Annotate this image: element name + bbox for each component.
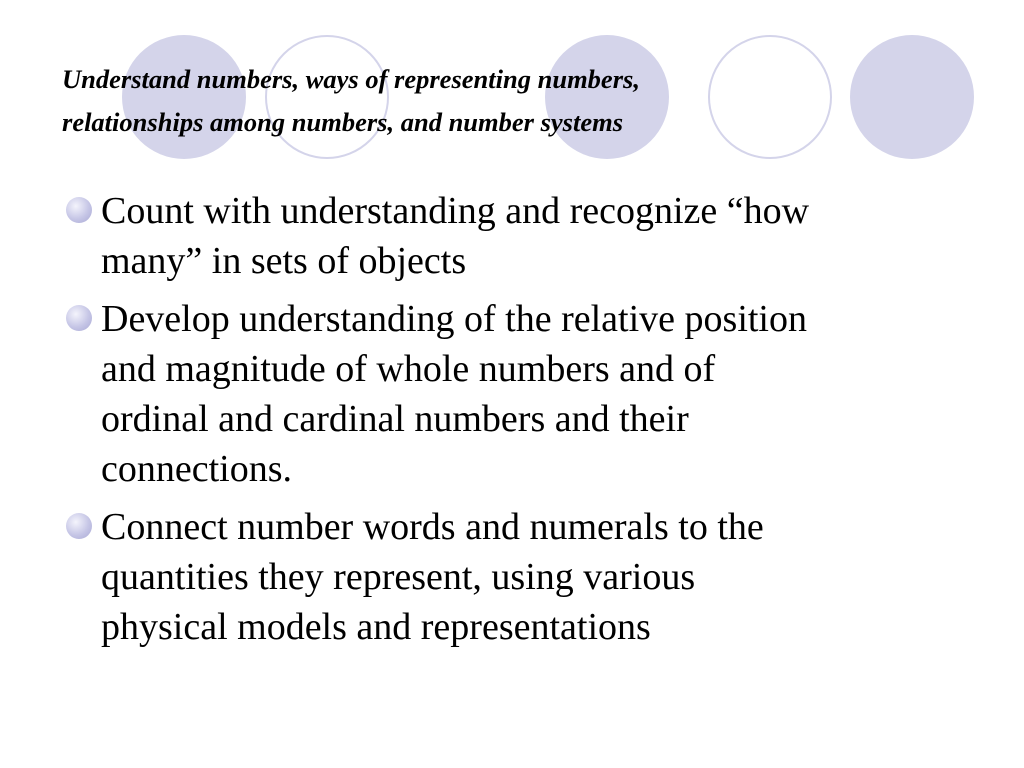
- bullet-line: ordinal and cardinal numbers and their: [101, 398, 689, 440]
- bullet-text: [101, 294, 807, 494]
- bullet-line: Develop understanding of the relative position: [101, 298, 807, 340]
- bullet-text: [101, 502, 764, 652]
- bullet-line: many” in sets of objects: [101, 240, 467, 282]
- bullet-line: quantities they represent, using various: [101, 556, 696, 598]
- bullet-line: physical models and representations: [101, 606, 651, 648]
- bullet-text: [101, 186, 809, 286]
- bullet-dot-icon: [66, 513, 92, 539]
- bullet-dot-icon: [66, 305, 92, 331]
- bullet-dot-icon: [66, 197, 92, 223]
- bullet-line: and magnitude of whole numbers and of: [101, 348, 716, 390]
- slide-title-line: relationships among numbers, and number systems: [62, 107, 624, 137]
- slide-title-line: Understand numbers, ways of representing numbers,: [62, 64, 640, 94]
- bullet-line: Count with understanding and recognize “how: [101, 190, 810, 232]
- bullet-line: Connect number words and numerals to the: [101, 506, 764, 548]
- bullet-line: connections.: [101, 448, 293, 490]
